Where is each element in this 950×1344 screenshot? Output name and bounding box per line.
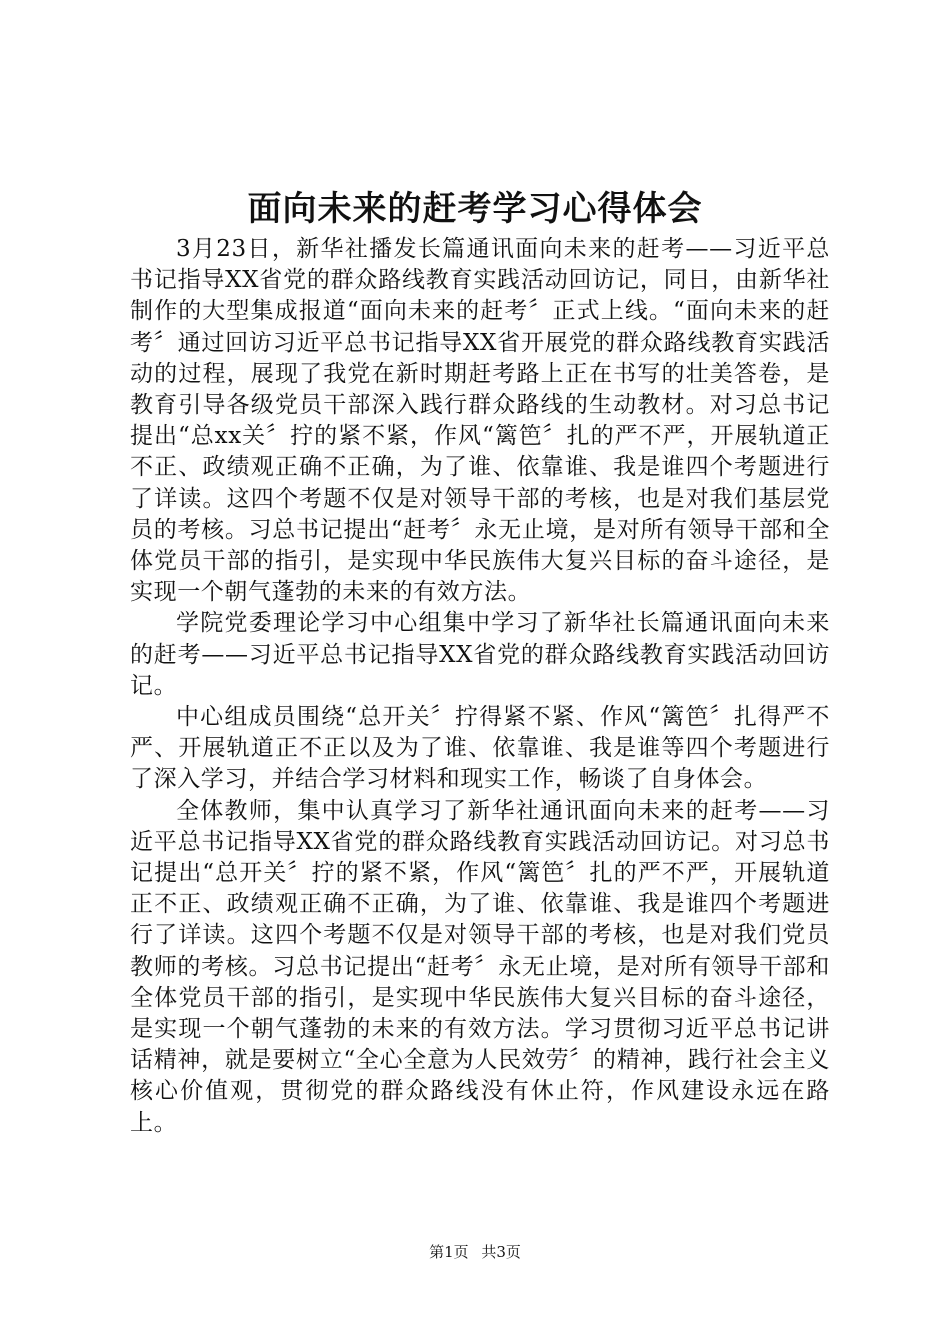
paragraph-2: 学院党委理论学习中心组集中学习了新华社长篇通讯面向未来的赶考——习近平总书记指导XX省党的群众路线教育实践活动回访记。 [130, 610, 830, 699]
page-footer [0, 1241, 950, 1263]
page-number-total: 共3页 [481, 1243, 521, 1261]
document-title: 面向未来的赶考学习心得体会 [247, 189, 703, 229]
document-body [130, 234, 830, 1139]
page-number-current: 第1页 [429, 1243, 469, 1261]
paragraph-1: 3月23日，新华社播发长篇通讯面向未来的赶考——习近平总书记指导XX省党的群众路线教育实践活动回访记，同日，由新华社制作的大型集成报道“面向未来的赶考〞正式上线。“面向未来的赶考〞通过回访习近平总书记指导XX省开展党的群众路线教育实践活动的过程，展现了我党在新时期赶考路上正在书写的壮美答卷，是教育引导各级党员干部深入践行群众路线的生动教材。对习总书记提出“总xx关〞拧的紧不紧，作风“篱笆〞扎的严不严，开展轨道正不正、政绩观正确不正确，为了谁、依靠谁、我是谁四个考题进行了详读。这四个考题不仅是对领导干部的考核，也是对我们基层党员的考核。习总书记提出“赶考〞永无止境，是对所有领导干部和全体党员干部的指引，是实现中华民族伟大复兴目标的奋斗途径，是实现一个朝气蓬勃的未来的有效方法。 [130, 236, 830, 606]
paragraph-3: 中心组成员围绕“总开关〞拧得紧不紧、作风“篱笆〞扎得严不严、开展轨道正不正以及为了谁、依靠谁、我是谁等四个考题进行了深入学习，并结合学习材料和现实工作，畅谈了自身体会。 [130, 704, 830, 793]
paragraph-4: 全体教师，集中认真学习了新华社通讯面向未来的赶考——习近平总书记指导XX省党的群众路线教育实践活动回访记。对习总书记提出“总开关〞拧的紧不紧，作风“篱笆〞扎的严不严，开展轨道正不正、政绩观正确不正确，为了谁、依靠谁、我是谁四个考题进行了详读。这四个考题不仅是对领导干部的考核，也是对我们党员教师的考核。习总书记提出“赶考〞永无止境，是对所有领导干部和全体党员干部的指引，是实现中华民族伟大复兴目标的奋斗途径，是实现一个朝气蓬勃的未来的有效方法。学习贯彻习近平总书记讲话精神，就是要树立“全心全意为人民效劳〞的精神，践行社会主义核心价值观，贯彻党的群众路线没有休止符，作风建设永远在路上。 [130, 797, 830, 1136]
